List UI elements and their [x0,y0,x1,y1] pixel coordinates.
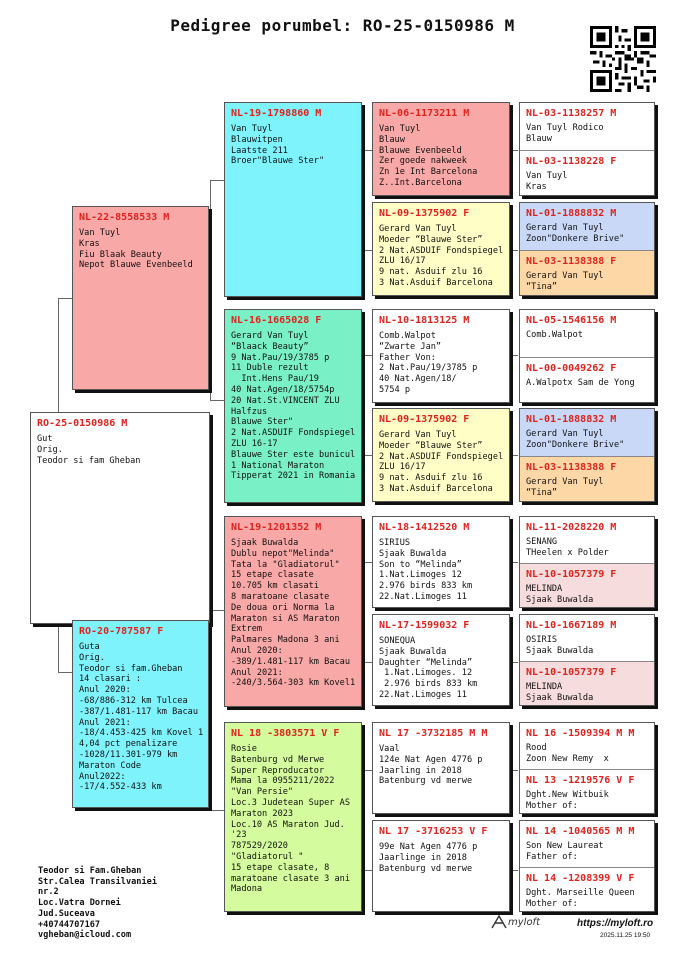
g5-cell[interactable] [520,867,654,912]
sire-sire-ring-id: NL-19-1798860 M [231,108,322,119]
g5-ring-id: NL-10-1667189 M [526,620,617,631]
sire-dam-details: Gerard Van Tuyl “Blaack Beauty” 9 Nat.Pau/19/3785 p 11 Duble rezult Int.Hens Pau/19 40 Nat.Agen/18/5754p 20 Nat.St.VINCENT ZLU Halfzus Blauwe Ster" 2 Nat.ASDUIF Fondspiegel ZLU 16-17 Blauwe Ster este bunicul 1 National Maraton Tipperat 2021 in Romania [231,331,356,482]
sire-details: Van Tuyl Kras Fiu Blaak Beauty Nepot Blauwe Evenbeeld [79,228,193,271]
g5-cell[interactable] [520,821,654,867]
g5-cell[interactable] [520,250,654,296]
dam-dam-dam-card[interactable] [372,820,510,912]
sire-sire-dam-card[interactable] [372,202,510,296]
g5-cell[interactable] [520,517,654,563]
sire-dam-ring-id: NL-16-1665028 F [231,315,322,326]
dam-sire-sire-details: SIRIUS Sjaak Buwalda Son to “Melinda” 1.Nat.Limoges 12 2.976 birds 833 km 22.Nat.Limoges 11 [379,538,473,602]
subject-ring-id: RO-25-0150986 M [37,418,128,429]
sire-sire-sire-ring-id: NL-06-1173211 M [379,108,470,119]
g5-ring-id: NL-11-2028220 M [526,522,617,533]
g5-details: Van Tuyl Rodico Blauw [526,123,604,144]
g5-ring-id: NL 16 -1509394 M M [526,728,635,739]
g5-details: Dght. Marseille Queen Mother of: [526,888,635,909]
dam-dam-dam-ring-id: NL 17 -3716253 V F [379,826,488,837]
g5-cell[interactable] [520,203,654,250]
g5-ring-id: NL-03-1138388 F [526,462,617,473]
g5-details: Gerard Van Tuyl “Tina” [526,271,604,292]
g5-details: Rood Zoon New Remy x [526,743,609,764]
g5-box-5[interactable] [519,516,655,608]
dam-sire-details: Sjaak Buwalda Dublu nepot"Melinda" Tata la "Gladiatorul" 15 etape clasate 10.705 km clasati 8 maratoane clasate De doua ori Norma la Maraton si AS Maraton Extrem Palmares Madona 3 ani Anul 2020: -389/1.481-117 km Bacau Anul 2021: -240/3.564-303 km Kovel1 [231,538,356,689]
g5-details: Van Tuyl Kras [526,171,568,192]
g5-box-1[interactable] [519,102,655,196]
dam-sire-sire-card[interactable] [372,516,510,608]
g5-ring-id: NL-03-1138257 M [526,108,617,119]
g5-ring-id: NL-10-1057379 F [526,667,617,678]
g5-cell[interactable] [520,456,654,502]
sire-sire-card[interactable] [224,102,362,297]
sire-dam-dam-card[interactable] [372,408,510,502]
dam-ring-id: RO-20-787587 F [79,626,164,637]
dam-sire-ring-id: NL-19-1201352 M [231,522,322,533]
dam-sire-dam-card[interactable] [372,614,510,706]
g5-cell[interactable] [520,103,654,150]
dam-dam-details: Rosie Batenburg vd Merwe Super Reproducator Mama la 0955211/2022 "Van Persie" Loc.3 Judetean Super AS Maraton 2023 Loc.10 AS Maraton Jud. '23 787529/2020 "Gladiatorul " 15 etape clasate, 8 maratoane clasate 3 ani Madona [231,744,350,895]
subject-details: Gut Orig. Teodor si fam Gheban [37,434,141,466]
g5-cell[interactable] [520,563,654,608]
sire-dam-sire-ring-id: NL-10-1813125 M [379,315,470,326]
g5-details: MELINDA Sjaak Buwalda [526,682,594,703]
g5-ring-id: NL-00-0049262 F [526,363,617,374]
dam-dam-sire-card[interactable] [372,722,510,814]
g5-ring-id: NL-05-1546156 M [526,315,617,326]
g5-cell[interactable] [520,661,654,706]
g5-cell[interactable] [520,409,654,456]
g5-details: Son New Laureat Father of: [526,841,604,862]
g5-details: Gerard Van Tuyl Zoon"Donkere Brive" [526,223,625,244]
g5-cell[interactable] [520,723,654,769]
g5-ring-id: NL 13 -1219576 V F [526,775,635,786]
dam-sire-dam-ring-id: NL-17-1599032 F [379,620,470,631]
sire-sire-dam-details: Gerard Van Tuyl Moeder “Blauwe Ster” 2 Nat.ASDUIF Fondspiegel ZLU 16/17 9 nat. Asduif zlu 16 3 Nat.Asduif Barcelona [379,224,504,288]
myloft-logo-text: myloft [508,917,540,928]
g5-ring-id: NL 14 -1208399 V F [526,873,635,884]
qr-code [590,26,656,92]
g5-details: SENANG THeelen x Polder [526,537,609,558]
g5-box-7[interactable] [519,722,655,814]
g5-box-8[interactable] [519,820,655,912]
dam-details: Guta Orig. Teodor si fam.Gheban 14 clasari : Anul 2020: -68/886-312 km Tulcea -387/1.481-117 km Bacau Anul 2021: -18/4.453-425 km Kovel 1 4,04 pct penalizare -1028/11.301-979 km Maraton Code Anul2022: -17/4.552-433 km [79,642,204,793]
sire-sire-sire-details: Van Tuyl Blauw Blauwe Evenbeeld Zer goede nakweek Zn 1e Int Barcelona Z..Int.Barcelona [379,124,478,188]
dam-sire-sire-ring-id: NL-18-1412520 M [379,522,470,533]
subject-card[interactable] [30,412,210,624]
g5-cell[interactable] [520,769,654,814]
sire-dam-sire-card[interactable] [372,309,510,403]
g5-details: MELINDA Sjaak Buwalda [526,584,594,605]
sire-dam-sire-details: Comb.Walpot “Zwarte Jan” Father Von: 2 Nat.Pau/19/3785 p 40 Nat.Agen/18/ 5754 p [379,331,478,395]
g5-box-2[interactable] [519,202,655,296]
sire-dam-dam-ring-id: NL-09-1375902 F [379,414,470,425]
dam-dam-ring-id: NL 18 -3803571 V F [231,728,340,739]
g5-details: Comb.Walpot [526,330,583,340]
dam-sire-dam-details: SONEQUA Sjaak Buwalda Daughter “Melinda” 1.Nat.Limoges. 12 2.976 birds 833 km 22.Nat.Limoges 11 [379,636,478,700]
g5-cell[interactable] [520,150,654,196]
sire-sire-sire-card[interactable] [372,102,510,196]
dam-sire-card[interactable] [224,516,362,707]
dam-dam-dam-details: 99e Nat Agen 4776 p Jaarlinge in 2018 Batenburg vd merwe [379,842,478,874]
dam-card[interactable] [72,620,209,808]
sire-card[interactable] [72,206,209,390]
g5-cell[interactable] [520,357,654,403]
page-title: Pedigree porumbel: RO-25-0150986 M [170,16,515,35]
g5-box-6[interactable] [519,614,655,706]
g5-box-3[interactable] [519,309,655,403]
g5-box-4[interactable] [519,408,655,502]
g5-details: A.Walpotx Sam de Yong [526,378,635,388]
owner-address: Teodor si Fam.Gheban Str.Calea Transilvaniei nr.2 Loc.Vatra Dornei Jud.Suceava +40744707167 vgheban@icloud.com [38,866,157,941]
g5-ring-id: NL 14 -1040565 M M [526,826,635,837]
dam-dam-card[interactable] [224,722,362,912]
sire-sire-dam-ring-id: NL-09-1375902 F [379,208,470,219]
g5-ring-id: NL-10-1057379 F [526,569,617,580]
g5-details: Dght.New Witbuik Mother of: [526,790,609,811]
sire-ring-id: NL-22-8558533 M [79,212,170,223]
g5-details: OSIRIS Sjaak Buwalda [526,635,594,656]
g5-details: Gerard Van Tuyl Zoon"Donkere Brive" [526,429,625,450]
g5-ring-id: NL-01-1888832 M [526,414,617,425]
footer-date: 2025.11.25 19:50 [600,932,651,939]
dam-dam-sire-ring-id: NL 17 -3732185 M M [379,728,488,739]
footer-url-link[interactable]: https://myloft.ro [577,918,654,929]
sire-sire-details: Van Tuyl Blauwitpen Laatste 211 Broer"Blauwe Ster" [231,124,325,167]
g5-ring-id: NL-01-1888832 M [526,208,617,219]
sire-dam-card[interactable] [224,309,362,503]
myloft-logo-icon [490,914,508,930]
g5-cell[interactable] [520,310,654,357]
g5-ring-id: NL-03-1138228 F [526,156,617,167]
g5-cell[interactable] [520,615,654,661]
g5-ring-id: NL-03-1138388 F [526,256,617,267]
g5-details: Gerard Van Tuyl “Tina” [526,477,604,498]
dam-dam-sire-details: Vaal 124e Nat Agen 4776 p Jaarling in 2018 Batenburg vd merwe [379,744,483,787]
sire-dam-dam-details: Gerard Van Tuyl Moeder “Blauwe Ster” 2 Nat.ASDUIF Fondspiegel ZLU 16/17 9 nat. Asduif zlu 16 3 Nat.Asduif Barcelona [379,430,504,494]
